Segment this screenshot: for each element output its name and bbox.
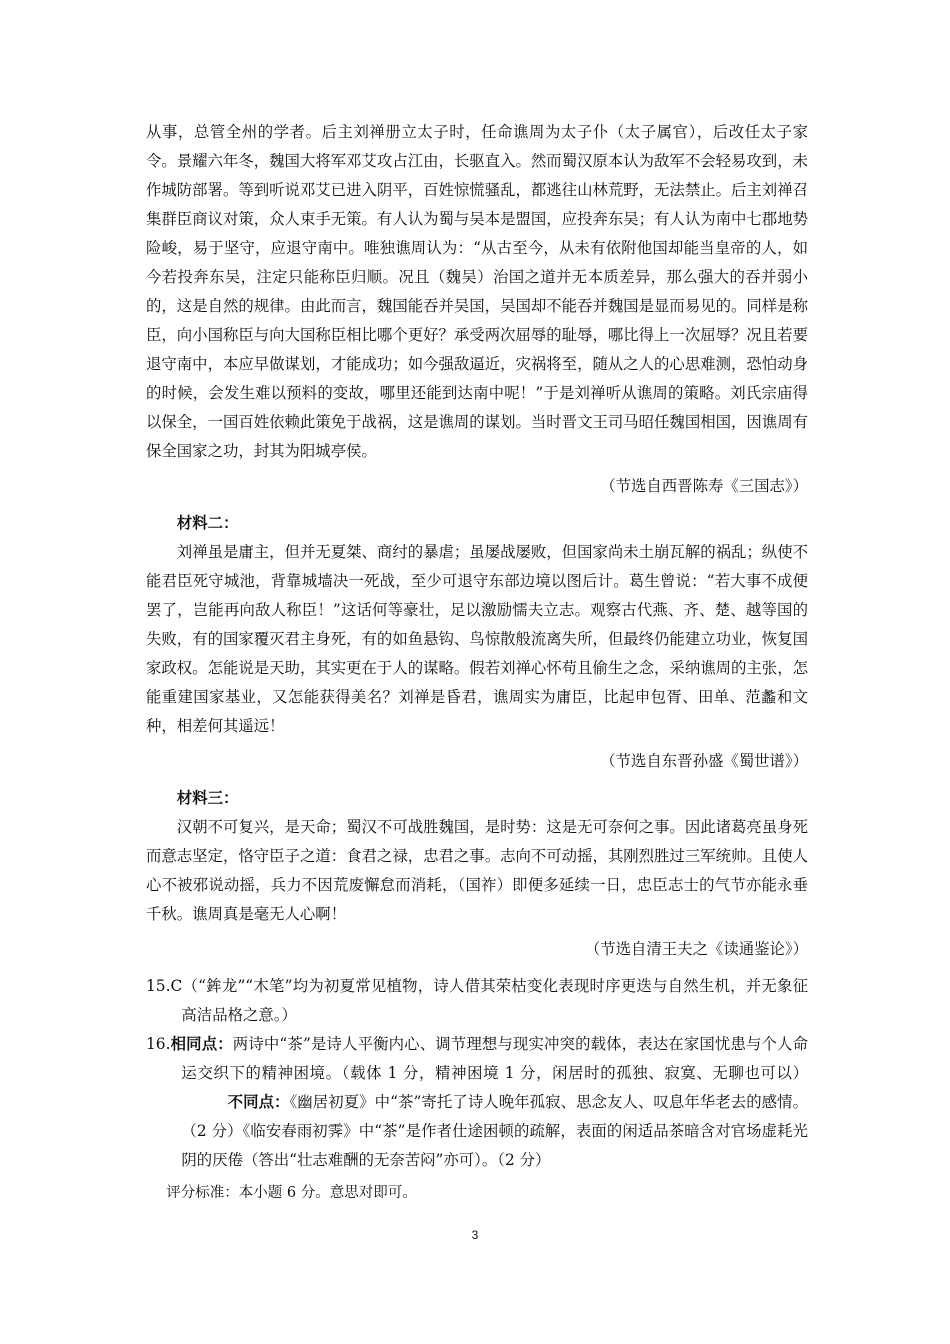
answer-16-number: 16.	[146, 1035, 171, 1053]
material-three-heading: 材料三：	[176, 789, 239, 807]
page-content	[146, 118, 808, 1208]
material-two-text: 刘禅虽是庸主，但并无夏桀、商纣的暴虐；虽屡战屡败，但国家尚未土崩瓦解的祸乱；纵使不能君臣死守城池，背靠城墙决一死战，至少可退守东部边境以图后计。葛生曾说：“若大事不成便罢了，岂能再向敌人称臣！”这话何等豪壮，足以激励懦夫立志。观察古代燕、齐、楚、越等国的失败，有的国家覆灭君主身死，有的如鱼悬钩、鸟惊散般流离失所，但最终仍能建立功业，恢复国家政权。怎能说是天助，其实更在于人的谋略。假若刘禅心怀苟且偷生之念，采纳谯周的主张，怎能重建国家基业，又怎能获得美名？刘禅是昏君，谯周实为庸臣，比起申包胥、田单、范蠡和文种，相差何其遥远！	[146, 543, 808, 735]
answer-16-different-label: 不同点：	[227, 1093, 290, 1111]
answer-16-scoring: 评分标准：本小题 6 分。意思对即可。	[166, 1185, 417, 1201]
material-two-heading: 材料二：	[176, 514, 239, 532]
material-three-source: （节选自清王夫之《读通鉴论》）	[584, 940, 808, 958]
answer-16-different-text: 《幽居初夏》中“茶”寄托了诗人晚年孤寂、思念友人、叹息年华老去的感情。（2 分）《临安春雨初霁》中“茶”是作者仕途困顿的疏解，表面的闲适品茶暗含对官场虚耗光阴的厌倦（答出“壮志难酬的无奈苦闷”亦可）。（2 分）	[181, 1093, 808, 1169]
answer-16	[146, 1030, 808, 1175]
material-two-source: （节选自东晋孙盛《蜀世谱》）	[600, 752, 808, 770]
passage-one-source: （节选自西晋陈寿《三国志》）	[600, 477, 808, 495]
page-number: 3	[471, 1228, 479, 1242]
answer-16-similar-label: 相同点：	[170, 1035, 233, 1053]
passage-one-text: 从事，总管全州的学者。后主刘禅册立太子时，任命谯周为太子仆（太子属官），后改任太子家令。景耀六年冬，魏国大将军邓艾攻占江由，长驱直入。然而蜀汉原本认为敌军不会轻易攻到，未作城防部署。等到听说邓艾已进入阴平，百姓惊慌骚乱，都逃往山林荒野，无法禁止。后主刘禅召集群臣商议对策，众人束手无策。有人认为蜀与吴本是盟国，应投奔东吴；有人认为南中七郡地势险峻，易于坚守，应退守南中。唯独谯周认为：“从古至今，从未有依附他国却能当皇帝的人，如今若投奔东吴，注定只能称臣归顺。况且（魏吴）治国之道并无本质差异，那么强大的吞并弱小的，这是自然的规律。由此而言，魏国能吞并吴国，吴国却不能吞并魏国是显而易见的。同样是称臣，向小国称臣与向大国称臣相比哪个更好？承受两次屈辱的耻辱，哪比得上一次屈辱？况且若要退守南中，本应早做谋划，才能成功；如今强敌逼近，灾祸将至，随从之人的心思难测，恐怕动身的时候，会发生难以预料的变故，哪里还能到达南中呢！”于是刘禅听从谯周的策略。刘氏宗庙得以保全，一国百姓依赖此策免于战祸，这是谯周的谋划。当时晋文王司马昭任魏国相国，因谯周有保全国家之功，封其为阳城亭侯。	[146, 123, 808, 460]
answer-16-similar-text: 两诗中“茶”是诗人平衡内心、调节理想与现实冲突的载体，表达在家国忧患与个人命运交织下的精神困境。（载体 1 分，精神困境 1 分，闲居时的孤独、寂寞、无聊也可以）	[181, 1035, 808, 1082]
material-three-text: 汉朝不可复兴，是天命；蜀汉不可战胜魏国，是时势：这是无可奈何之事。因此诸葛亮虽身死而意志坚定，恪守臣子之道：食君之禄，忠君之事。志向不可动摇，其刚烈胜过三军统帅。且使人心不被邪说动摇，兵力不因荒废懈怠而消耗，（国祚）即便多延续一日，忠臣志士的气节亦能永垂千秋。谯周真是毫无人心啊！	[146, 818, 808, 923]
answer-15: 15.C（“鉾龙”“木笔”均为初夏常见植物，诗人借其荣枯变化表现时序更迭与自然生机，并无象征高洁品格之意。）	[146, 977, 808, 1024]
